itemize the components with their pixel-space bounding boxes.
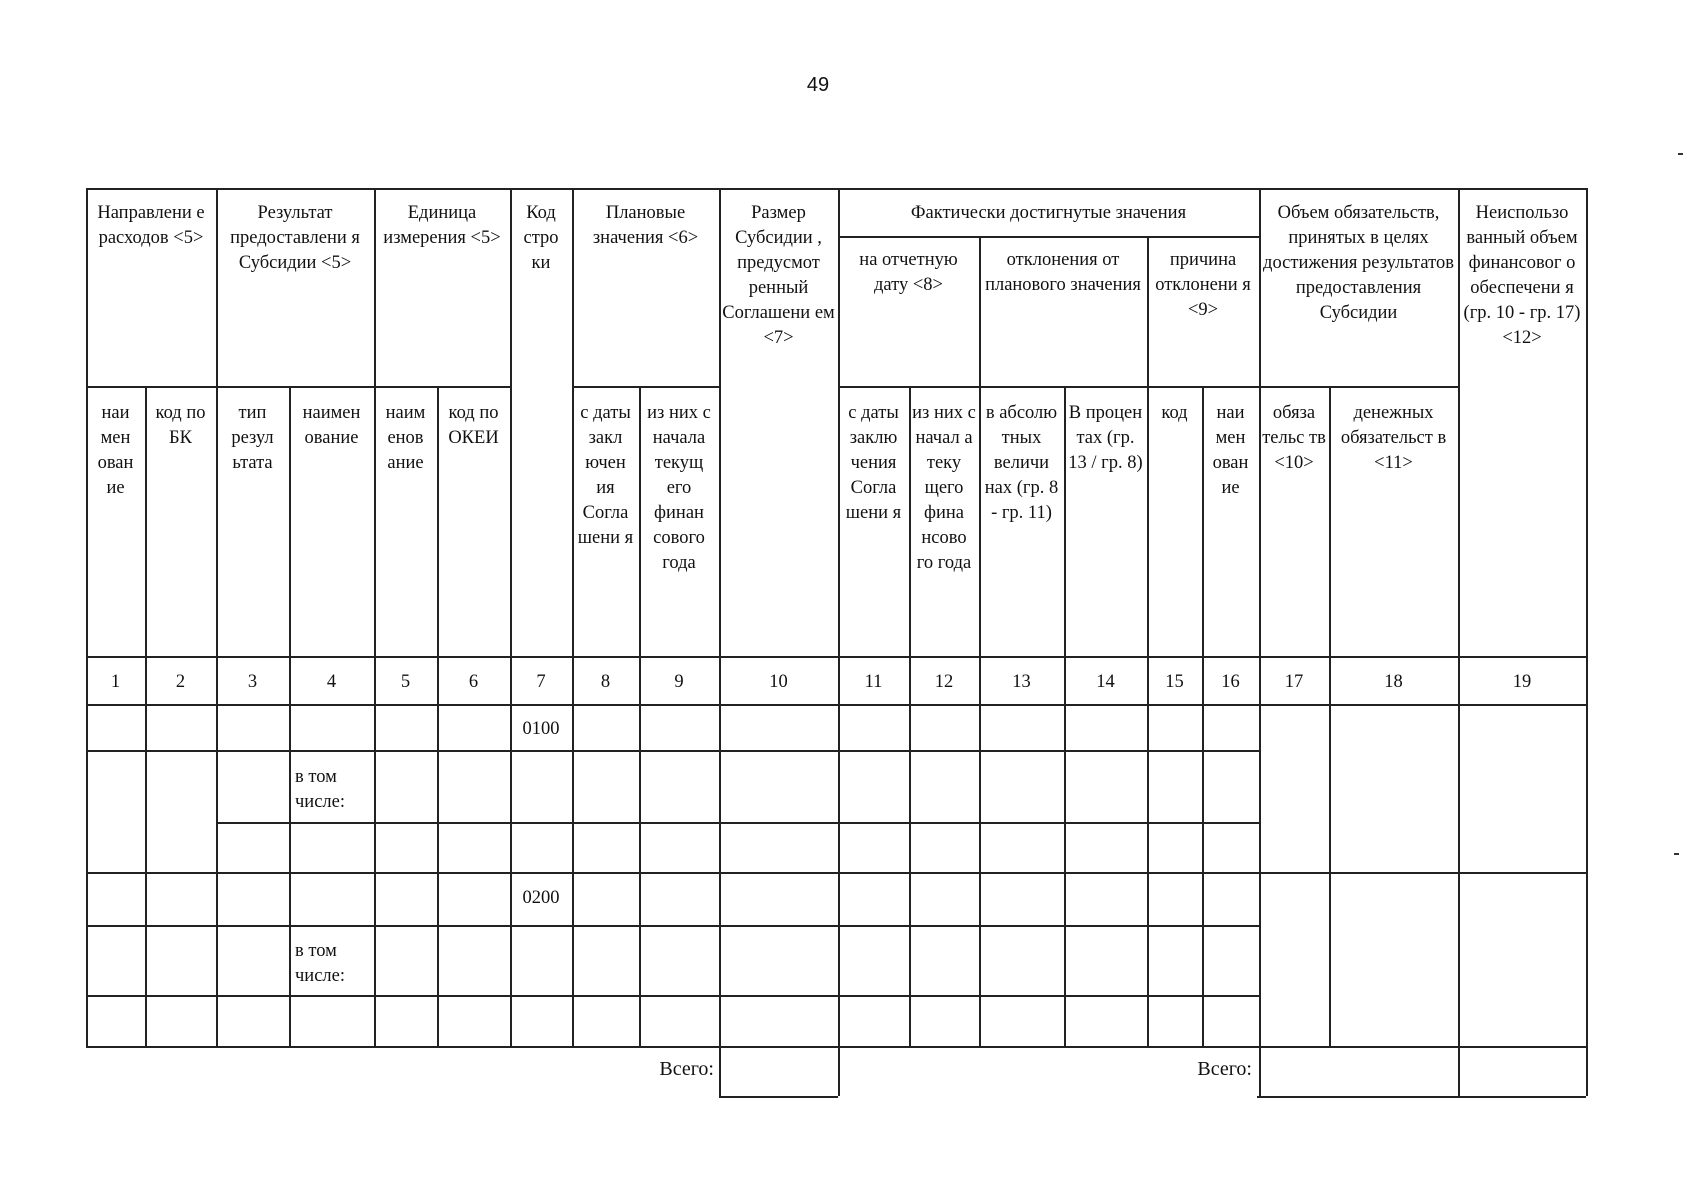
grid-line	[572, 188, 574, 1046]
row-v-tom-chisle-2: в том числе:	[295, 941, 345, 986]
header-prichina: причина отклонени я <9>	[1155, 250, 1251, 320]
colnum-10: 10	[769, 672, 788, 692]
grid-line	[1202, 386, 1204, 1046]
grid-line	[1147, 236, 1149, 1046]
subheader-c16: наи мен ован ие	[1212, 403, 1249, 498]
grid-line	[1458, 188, 1460, 1046]
grid-line	[719, 1046, 721, 1096]
margin-mark	[1678, 153, 1683, 155]
header-obem: Объем обязательств, принятых в целях достижения результатов предоставления Субсидии	[1263, 203, 1454, 323]
grid-line	[838, 1046, 840, 1096]
header-edinica: Единица измерения <5>	[383, 203, 501, 248]
grid-line	[86, 872, 1586, 874]
grid-line	[86, 1046, 1586, 1048]
colnum-14: 14	[1096, 672, 1115, 692]
colnum-2: 2	[175, 672, 186, 692]
row-code-0200: 0200	[522, 888, 560, 908]
total-label-right: Всего:	[1197, 1058, 1252, 1080]
grid-line	[86, 925, 1259, 927]
header-otkloneniya: отклонения от планового значения	[985, 250, 1141, 295]
grid-line	[719, 188, 721, 1046]
grid-line	[86, 188, 1586, 190]
subheader-c5: наим енов ание	[385, 403, 426, 473]
grid-line	[86, 386, 510, 388]
subheader-c14: В процен тах (гр. 13 / гр. 8)	[1068, 403, 1143, 473]
header-razmer: Размер Субсидии , предусмот ренный Соглашени ем <7>	[722, 203, 835, 348]
grid-line	[719, 1096, 838, 1098]
margin-mark	[1674, 853, 1679, 855]
colnum-7: 7	[536, 672, 546, 692]
grid-line	[1458, 1046, 1460, 1096]
grid-line	[838, 236, 1259, 238]
page-number: 49	[806, 74, 830, 96]
grid-line	[1259, 1046, 1261, 1096]
grid-line	[289, 386, 291, 1046]
colnum-4: 4	[326, 672, 337, 692]
row-v-tom-chisle-1: в том числе:	[295, 767, 345, 812]
colnum-13: 13	[1012, 672, 1031, 692]
subheader-c18: денежных обязательст в <11>	[1340, 403, 1447, 473]
colnum-6: 6	[468, 672, 479, 692]
grid-line	[1064, 386, 1066, 1046]
header-neispolz: Неиспользо ванный объем финансовог о обеспечени я (гр. 10 - гр. 17) <12>	[1463, 203, 1581, 348]
colnum-15: 15	[1165, 672, 1184, 692]
subheader-c1: наи мен ован ие	[97, 403, 134, 498]
subheader-c12: из них с начал а теку щего фина нсово го года	[912, 403, 976, 573]
grid-line	[86, 995, 1259, 997]
grid-line	[1329, 386, 1331, 1046]
header-kod-stroki: Код стро ки	[523, 203, 559, 273]
grid-line	[374, 188, 376, 1046]
subheader-c2: код по БК	[155, 403, 206, 448]
grid-line	[86, 704, 1586, 706]
header-napravlenie: Направлени е расходов <5>	[97, 203, 205, 248]
subheader-c8: с даты закл ючен ия Согла шени я	[577, 403, 634, 548]
colnum-18: 18	[1384, 672, 1403, 692]
grid-line	[838, 188, 840, 1046]
grid-line	[216, 188, 218, 1046]
grid-line	[1259, 188, 1261, 1046]
grid-line	[510, 188, 512, 1046]
colnum-17: 17	[1284, 672, 1304, 692]
subheader-c3: тип резул ьтата	[231, 403, 274, 473]
subheader-c15: код	[1161, 403, 1188, 423]
colnum-5: 5	[400, 672, 411, 692]
colnum-16: 16	[1221, 672, 1240, 692]
subheader-c6: код по ОКЕИ	[448, 403, 499, 448]
subheader-c17: обяза тельс тв <10>	[1262, 403, 1326, 473]
grid-line	[145, 386, 147, 1046]
total-label-left: Всего:	[659, 1058, 714, 1080]
colnum-8: 8	[600, 672, 611, 692]
colnum-12: 12	[934, 672, 954, 692]
header-fakticheski: Фактически достигнутые значения	[910, 203, 1187, 223]
colnum-9: 9	[674, 672, 684, 692]
colnum-3: 3	[247, 672, 258, 692]
grid-line	[1257, 1096, 1586, 1098]
grid-line	[86, 188, 88, 1046]
grid-line	[909, 386, 911, 1046]
grid-line	[979, 236, 981, 1046]
subheader-c4: наимен ование	[302, 403, 361, 448]
grid-line	[86, 656, 1586, 658]
subheader-c11: с даты заклю чения Согла шени я	[845, 403, 902, 523]
grid-line	[572, 386, 719, 388]
grid-line	[437, 386, 439, 1046]
grid-line	[86, 750, 1259, 752]
subheader-c13: в абсолю тных величи нах (гр. 8 - гр. 11)	[984, 403, 1059, 523]
colnum-1: 1	[110, 672, 121, 692]
header-planovye: Плановые значения <6>	[592, 203, 699, 248]
row-code-0100: 0100	[522, 719, 560, 739]
grid-line	[1586, 188, 1588, 1096]
colnum-11: 11	[864, 672, 883, 692]
grid-line	[639, 386, 641, 1046]
header-na-datu: на отчетную дату <8>	[859, 250, 958, 295]
header-rezultat: Результат предоставлени я Субсидии <5>	[230, 203, 360, 273]
subheader-c9: из них с начала текущ его финан сового года	[647, 403, 711, 573]
colnum-19: 19	[1512, 672, 1532, 692]
grid-line	[216, 822, 1259, 824]
